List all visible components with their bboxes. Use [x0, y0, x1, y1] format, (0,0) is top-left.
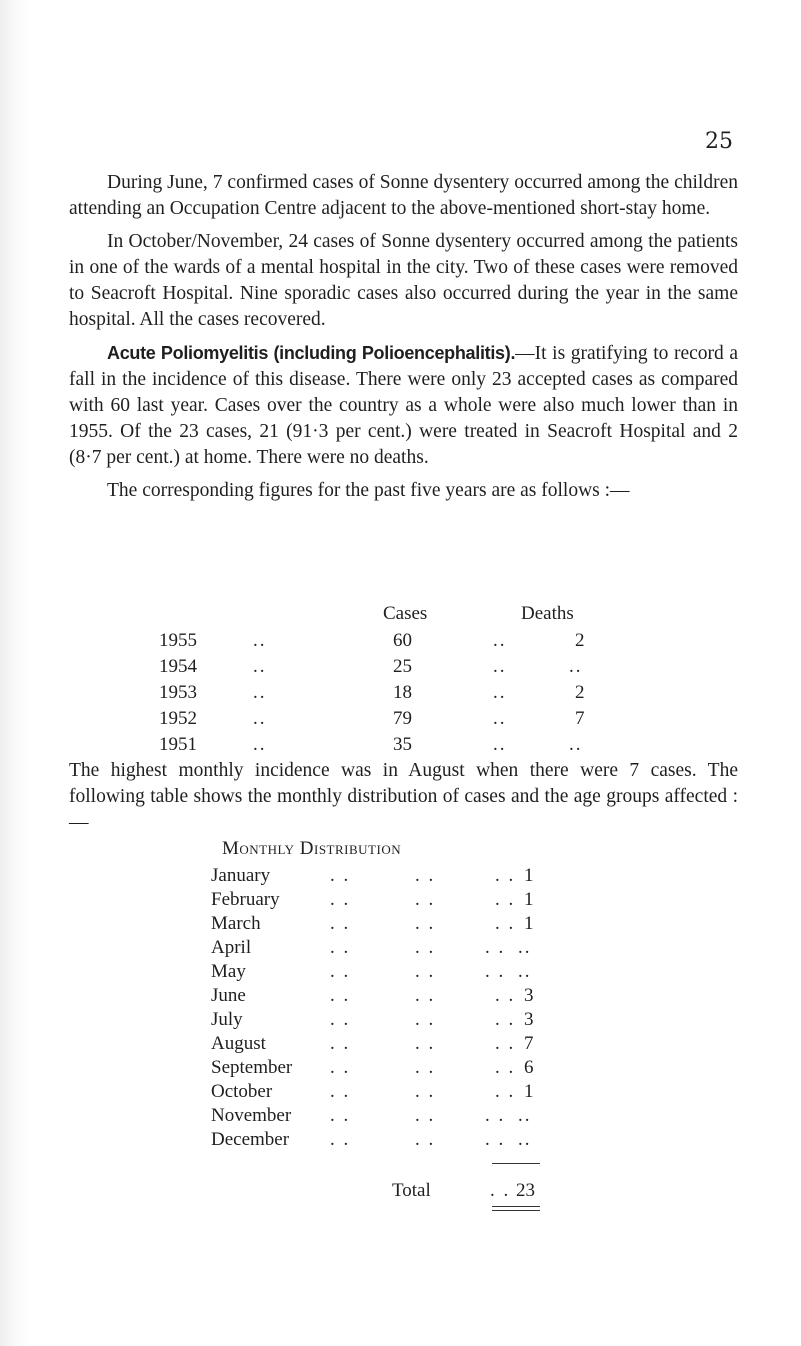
leader-dots: . .: [490, 1180, 511, 1201]
table-row: [0, 1033, 801, 1057]
leader-dots: ..: [493, 734, 507, 755]
leader-dots: ..: [253, 630, 267, 651]
total-double-rule: [492, 1206, 540, 1211]
cases-cell: 60: [393, 630, 412, 651]
page-number: 25: [705, 129, 733, 154]
month-cell: March: [211, 913, 261, 934]
table-row: [0, 913, 801, 937]
count-cell: 6: [524, 1057, 534, 1078]
total-rule: [492, 1163, 540, 1164]
month-cell: May: [211, 961, 246, 982]
table-row: [0, 656, 801, 681]
deaths-column-header: Deaths: [521, 603, 574, 624]
deaths-cell: 2: [575, 682, 585, 703]
cases-column-header: Cases: [383, 603, 428, 624]
year-cell: 1951: [159, 734, 197, 755]
leader-dots: . .: [330, 1033, 351, 1054]
leader-dots: . .: [330, 937, 351, 958]
leader-dots: ..: [253, 682, 267, 703]
year-cell: 1953: [159, 682, 197, 703]
leader-dots: . .: [495, 1033, 516, 1054]
paragraph-june-dysentery: During June, 7 confirmed cases of Sonne dysentery occurred among the children attending an Occupation Centre adjacent to the above-mentioned short-stay home.: [69, 172, 738, 219]
month-cell: July: [211, 1009, 243, 1030]
month-cell: February: [211, 889, 280, 910]
table-row: [0, 961, 801, 985]
month-cell: December: [211, 1129, 290, 1150]
deaths-cell: 2: [575, 630, 585, 651]
deaths-cell: 7: [575, 708, 585, 729]
leader-dots: . .: [415, 1057, 436, 1078]
year-cell: 1954: [159, 656, 197, 677]
leader-dots: . .: [415, 1081, 436, 1102]
cases-cell: 35: [393, 734, 412, 755]
total-label: Total: [392, 1180, 431, 1201]
monthly-intro-text: [69, 758, 738, 843]
poliomyelitis-heading: Acute Poliomyelitis (including Polioencephalitis).: [107, 343, 516, 363]
total-value: 23: [516, 1180, 535, 1201]
leader-dots: . .: [415, 937, 436, 958]
cases-cell: 79: [393, 708, 412, 729]
leader-dots: . .: [330, 1129, 351, 1150]
leader-dots: ..: [493, 656, 507, 677]
table-row: [0, 682, 801, 707]
leader-dots: . .: [330, 961, 351, 982]
count-cell: 1: [524, 913, 534, 934]
leader-dots: ..: [253, 656, 267, 677]
cases-cell: 18: [393, 682, 412, 703]
leader-dots: ..: [493, 682, 507, 703]
leader-dots: . .: [330, 1081, 351, 1102]
leader-dots: . .: [330, 865, 351, 886]
count-cell: 3: [524, 1009, 534, 1030]
monthly-table-title: Monthly Distribution: [222, 838, 402, 859]
table-row: [0, 937, 801, 961]
month-cell: August: [211, 1033, 266, 1054]
table-row: [0, 708, 801, 733]
paragraph-october-dysentery: In October/November, 24 cases of Sonne dysentery occurred among the patients in one of the wards of a mental hospital in the city. Two of these cases were removed to Seacroft Hospital. Nine sporadic cases also occurred during the year in the same hospital. All the cases recovered.: [69, 231, 738, 330]
deaths-cell: ..: [569, 734, 583, 755]
count-cell: 1: [524, 889, 534, 910]
paragraph-five-years-intro: The corresponding figures for the past five years are as follows :—: [107, 480, 630, 501]
leader-dots: . .: [485, 1105, 506, 1126]
count-cell: 1: [524, 865, 534, 886]
table-row: [0, 1129, 801, 1153]
year-cell: 1952: [159, 708, 197, 729]
leader-dots: . .: [485, 937, 506, 958]
leader-dots: . .: [495, 1081, 516, 1102]
table-row: [0, 630, 801, 655]
leader-dots: . .: [330, 1057, 351, 1078]
leader-dots: . .: [495, 913, 516, 934]
leader-dots: . .: [415, 1033, 436, 1054]
poliomyelitis-text: —It is gratifying to record a fall in the incidence of this disease. There were only 23 accepted cases as compared with 60 last year. Cases over the country as a whole were also much lower than in 1955. Of the 23 cases, 21 (91·3 per cent.) were treated in Seacroft Hospital and 2 (8·7 per cent.) at home. There were no deaths.: [69, 343, 738, 468]
leader-dots: ..: [493, 708, 507, 729]
count-cell: ..: [518, 1129, 532, 1150]
total-row: [0, 1180, 801, 1204]
leader-dots: . .: [495, 985, 516, 1006]
table-row: [0, 734, 801, 759]
leader-dots: . .: [330, 1105, 351, 1126]
month-cell: September: [211, 1057, 293, 1078]
leader-dots: . .: [485, 1129, 506, 1150]
body-text: [69, 170, 738, 511]
leader-dots: . .: [485, 961, 506, 982]
table-row: [0, 865, 801, 889]
leader-dots: . .: [415, 961, 436, 982]
leader-dots: . .: [330, 913, 351, 934]
leader-dots: . .: [415, 1105, 436, 1126]
leader-dots: . .: [495, 865, 516, 886]
table-row: [0, 1057, 801, 1081]
count-cell: ..: [518, 1105, 532, 1126]
leader-dots: . .: [495, 1009, 516, 1030]
count-cell: 1: [524, 1081, 534, 1102]
leader-dots: ..: [493, 630, 507, 651]
table-row: [0, 889, 801, 913]
deaths-cell: ..: [569, 656, 583, 677]
paragraph-poliomyelitis: [69, 340, 738, 471]
leader-dots: . .: [415, 1129, 436, 1150]
month-cell: April: [211, 937, 252, 958]
table-row: [0, 1009, 801, 1033]
count-cell: ..: [518, 961, 532, 982]
table-row: [0, 985, 801, 1009]
month-cell: June: [211, 985, 246, 1006]
paragraph-monthly-intro: The highest monthly incidence was in August when there were 7 cases. The following table shows the monthly distribution of cases and the age groups affected :—: [69, 760, 738, 833]
month-cell: January: [211, 865, 271, 886]
table-row: [0, 1105, 801, 1129]
leader-dots: . .: [495, 889, 516, 910]
table-row: [0, 1081, 801, 1105]
leader-dots: . .: [415, 865, 436, 886]
month-cell: November: [211, 1105, 292, 1126]
year-cell: 1955: [159, 630, 197, 651]
leader-dots: . .: [330, 1009, 351, 1030]
leader-dots: ..: [253, 708, 267, 729]
leader-dots: . .: [415, 1009, 436, 1030]
count-cell: ..: [518, 937, 532, 958]
leader-dots: . .: [330, 889, 351, 910]
leader-dots: . .: [415, 985, 436, 1006]
leader-dots: . .: [415, 913, 436, 934]
count-cell: 3: [524, 985, 534, 1006]
leader-dots: ..: [253, 734, 267, 755]
five-year-table-header: [0, 603, 801, 629]
cases-cell: 25: [393, 656, 412, 677]
leader-dots: . .: [495, 1057, 516, 1078]
month-cell: October: [211, 1081, 273, 1102]
leader-dots: . .: [330, 985, 351, 1006]
leader-dots: . .: [415, 889, 436, 910]
count-cell: 7: [524, 1033, 534, 1054]
